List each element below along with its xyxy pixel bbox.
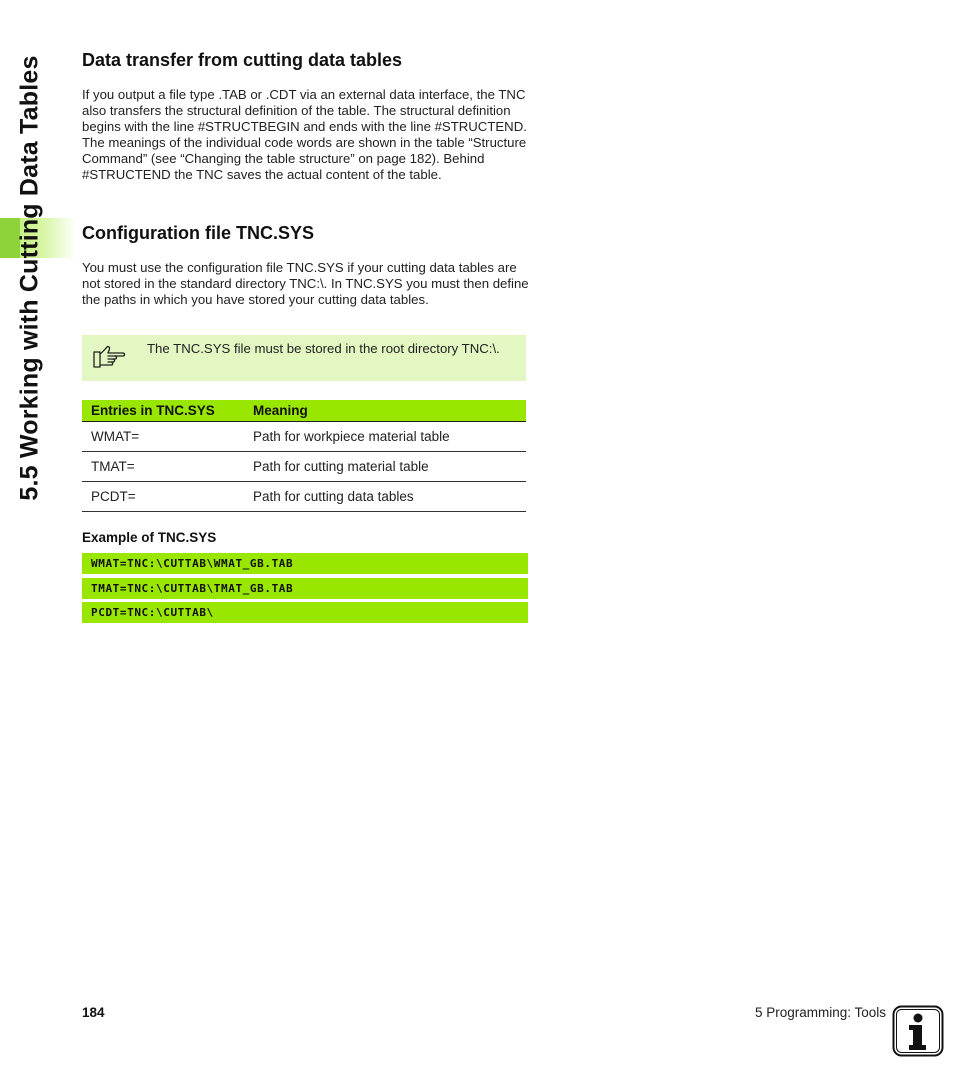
table-row [82, 452, 526, 482]
section-paragraph-config-file: You must use the configuration file TNC.SYS if your cutting data tables are not stored in the standard directory TNC:\. In TNC.SYS you must then define the paths in which you have stored your cutting data tables. [82, 260, 529, 307]
section-paragraph-data-transfer: If you output a file type .TAB or .CDT via an external data interface, the TNC also transfers the structural definition of the table. The structural definition begins with the line #STRUCTBEGIN and ends with the line #STRUCTEND. The meanings of the individual code words are shown in the table “Structure Command” (see “Changing the table structure” on page 182). Behind #STRUCTEND the TNC saves the actual content of the table. [82, 87, 527, 182]
note-text: The TNC.SYS file must be stored in the root directory TNC:\. [147, 341, 500, 356]
table-cell-entry: WMAT= [82, 422, 244, 452]
table-header-entries: Entries in TNC.SYS [82, 400, 244, 422]
table-cell-meaning: Path for workpiece material table [244, 422, 526, 452]
table-cell-entry: PCDT= [82, 482, 244, 512]
table-header-meaning: Meaning [244, 400, 526, 422]
table-row [82, 482, 526, 512]
section-heading-config-file: Configuration file TNC.SYS [82, 223, 314, 243]
table-cell-meaning: Path for cutting material table [244, 452, 526, 482]
chapter-side-title: 5.5 Working with Cutting Data Tables [15, 55, 44, 501]
code-line: TMAT=TNC:\CUTTAB\TMAT_GB.TAB [82, 578, 528, 599]
pointing-hand-icon [92, 343, 128, 371]
table-cell-meaning: Path for cutting data tables [244, 482, 526, 512]
entries-table [82, 400, 526, 512]
note-box [82, 335, 526, 381]
info-icon [892, 1005, 944, 1057]
code-line: PCDT=TNC:\CUTTAB\ [82, 602, 528, 623]
footer-chapter: 5 Programming: Tools [754, 1005, 886, 1020]
section-heading-data-transfer: Data transfer from cutting data tables [82, 50, 403, 70]
table-header-row [82, 400, 526, 422]
code-line: WMAT=TNC:\CUTTAB\WMAT_GB.TAB [82, 553, 528, 574]
example-title: Example of TNC.SYS [82, 530, 217, 545]
table-row [82, 422, 526, 452]
table-cell-entry: TMAT= [82, 452, 244, 482]
page-number: 184 [82, 1005, 105, 1020]
